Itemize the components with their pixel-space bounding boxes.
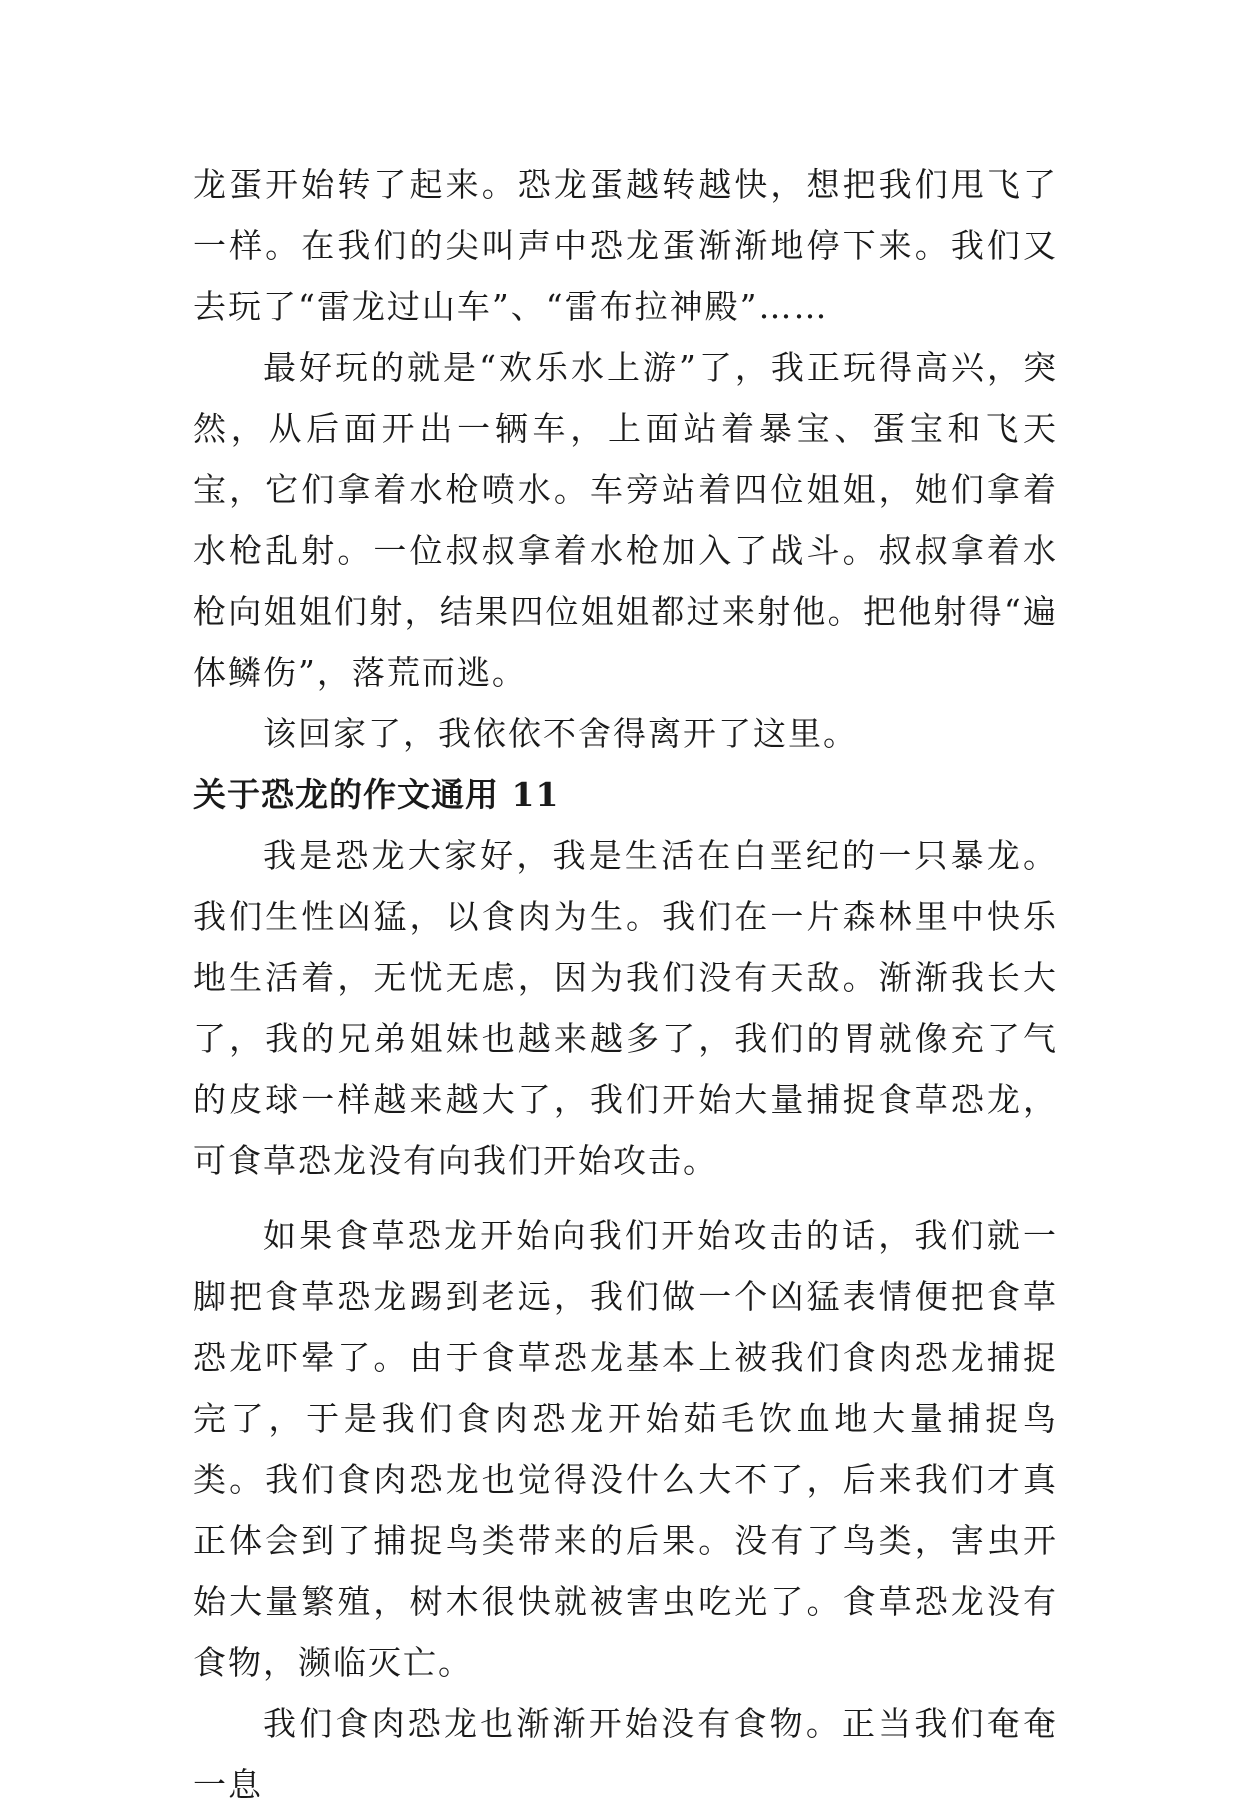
document-page — [193, 154, 1058, 1815]
paragraph-text: 我们食肉恐龙也渐渐开始没有食物。正当我们奄奄一息 — [193, 1704, 1058, 1804]
section-title: 关于恐龙的作文通用 11 — [193, 775, 560, 814]
paragraph-text: 我是恐龙大家好，我是生活在白垩纪的一只暴龙。我们生性凶猛，以食肉为生。我们在一片森林里中快乐地生活着，无忧无虑，因为我们没有天敌。渐渐我长大了，我的兄弟姐妹也越来越多了，我们的胃就像充了气的皮球一样越来越大了，我们开始大量捕捉食草恐龙，可食草恐龙没有向我们开始攻击。 — [193, 836, 1058, 1180]
paragraph-text: 龙蛋开始转了起来。恐龙蛋越转越快，想把我们甩飞了一样。在我们的尖叫声中恐龙蛋渐渐地停下来。我们又去玩了“雷龙过山车”、“雷布拉神殿”…… — [193, 165, 1058, 326]
paragraph-text: 如果食草恐龙开始向我们开始攻击的话，我们就一脚把食草恐龙踢到老远，我们做一个凶猛表情便把食草恐龙吓晕了。由于食草恐龙基本上被我们食肉恐龙捕捉完了，于是我们食肉恐龙开始茹毛饮血地大量捕捉鸟类。我们食肉恐龙也觉得没什么大不了，后来我们才真正体会到了捕捉鸟类带来的后果。没有了鸟类，害虫开始大量繁殖，树木很快就被害虫吃光了。食草恐龙没有食物，濒临灭亡。 — [193, 1216, 1058, 1682]
paragraph-text: 该回家了，我依依不舍得离开了这里。 — [263, 714, 858, 753]
paragraph-text: 最好玩的就是“欢乐水上游”了，我正玩得高兴，突然，从后面开出一辆车，上面站着暴宝、蛋宝和飞天宝，它们拿着水枪喷水。车旁站着四位姐姐，她们拿着水枪乱射。一位叔叔拿着水枪加入了战斗。叔叔拿着水枪向姐姐们射，结果四位姐姐都过来射他。把他射得“遍体鳞伤”，落荒而逃。 — [193, 348, 1058, 692]
